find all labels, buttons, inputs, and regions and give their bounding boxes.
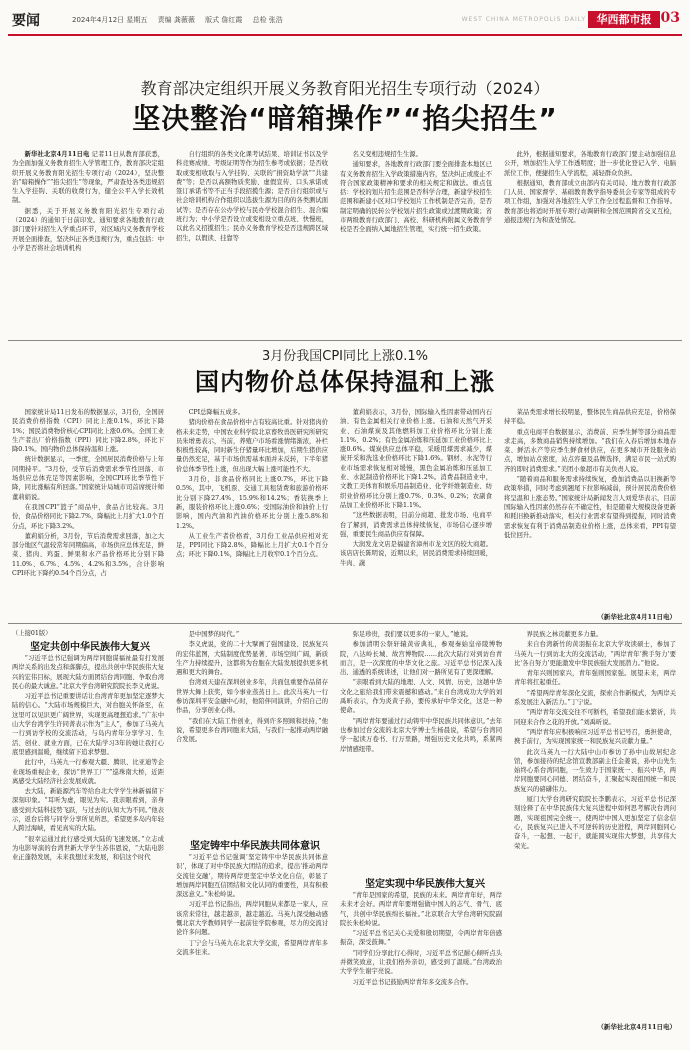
paragraph bbox=[514, 748, 676, 794]
article3-signature: （新华社北京4月11日电） bbox=[597, 1023, 676, 1031]
paragraph-text: “很幸运通过此行感受到大陆的飞速发展。”立志成为电影导演的台湾世新大学学生苏伟恩说，“大陆电影业正蓬勃发展，未来我想过来发展，和信这个时代 bbox=[12, 835, 164, 862]
paragraph-text: 丁宁会与马英九在北京大学交流，希望两岸青年多交流多往来。 bbox=[176, 939, 328, 956]
paragraph-text: 从工业生产者价格看，3月份工业品供应相对充足，PPI同比下降2.8%，降幅比上月扩大0.1个百分点；环比下降0.1%，降幅比上月收窄0.1个百分点。 bbox=[176, 532, 328, 559]
article-divider bbox=[8, 623, 682, 624]
page-header bbox=[8, 10, 682, 32]
paragraph bbox=[340, 150, 492, 159]
paragraph bbox=[340, 160, 492, 234]
article1-column-2 bbox=[176, 150, 328, 336]
paragraph bbox=[514, 795, 676, 851]
paragraph bbox=[340, 630, 502, 639]
paragraph bbox=[12, 408, 164, 454]
article3-continued: （上接01版） bbox=[12, 630, 52, 637]
paragraph bbox=[176, 475, 328, 531]
paragraph bbox=[504, 150, 676, 178]
page-number: 03 bbox=[660, 10, 680, 26]
paragraph-text: 弥足珍贵，我们要以更多的一家人，”她说。 bbox=[352, 631, 473, 638]
paragraph-text: “同学们分享此行心得时，习近平总书记耐心倾听点头并微笑致意，让我们格外亲切，感受到了温暖。”台湾政治大学学生谢宇亮说。 bbox=[340, 949, 502, 976]
paragraph-text: 根据通知，教育部成立由部内有关司局、地方教育行政部门人员、国家督学、基础教育教学指导委员会专家等组成的专项工作组，加强对各地招生入学工作全过程监督和工作指导。教育部也将适时开展专项行动调研和全国范围跨省交叉互检，通报违规行为和查处情况。 bbox=[504, 179, 676, 225]
header-rule bbox=[8, 34, 682, 36]
proofreader-credit: 总检 张浩 bbox=[252, 16, 283, 24]
article3-column-2b bbox=[176, 853, 328, 1034]
paragraph-text: “这些数据表明，目前分商超、批发市场、电商平台了解到，消费需求总体持续恢复，市场信心逐步增强，重要民生商品供应有保障。 bbox=[340, 512, 492, 538]
article3-column-3a bbox=[340, 630, 502, 872]
issue-date: 2024年4月12日 星期五 bbox=[72, 16, 148, 24]
paragraph-text: 国家统计局11日发布的数据显示，3月份，全国居民消费价格指数（CPI）同比上涨0.1%，环比下降1%；国民消费物价核心CPI同比上涨0.6%。全国工业生产者出厂价格指数（PPI）同比下降2.8%，环比下降0.1%。国内物价总体保持温和上涨。 bbox=[12, 409, 164, 454]
paragraph-text: 界民族之林贡献更多力量。 bbox=[526, 631, 603, 638]
paragraph-text: 去大陆，新能源汽车等给台北大学学生林新福留下深刻印象。“耳听为虚，眼见为实。我亲眼看到，亲身感受到大陆科技势飞跃，与过去的认知大为不同。”他表示，返台后将与同学分享所见所思，希望更多岛内年轻人跨过海峡，看见真实的大陆。 bbox=[12, 788, 164, 833]
paragraph-text: “青年是国家的希望，民族的未来。两岸青年好，两岸未来才会好。两岸青年要增强做中国人的志气、骨气、底气，共创中华民族绵长福祉。”北京联合大学台湾研究院副院长朱松岭说。 bbox=[340, 892, 502, 927]
paragraph bbox=[514, 689, 676, 708]
paragraph bbox=[340, 978, 502, 987]
article1-column-4 bbox=[504, 150, 676, 336]
paragraph-text: 记者11日从教育部获悉，为全面加强义务教育招生入学管理工作，教育部决定组织开展义务教育阳光招生专项行动（2024），坚决整治“暗箱操作”“掐尖招生”等现象，严肃查处各类违规招生入学挂钩、关联的收费行为，健全公平入学长效机制。 bbox=[12, 151, 164, 205]
paragraph-text: “亲眼看到大陆的地理、人文、风情、历史，这趟中华文化之旅给我们带来震撼和感动。”来自台湾成功大学的刘禹昕表示，作为炎黄子孙，要传承好中华文化，这是一种使命。 bbox=[340, 679, 502, 715]
paragraph-text: 来自台湾新竹的黄羽振在北京大学攻读硕士，参加了马英九一行到访北大的交流活动，“两岸青年‘携手努力’要比‘各自努力’更能激发中华民族强大发展潜力。”他说。 bbox=[514, 641, 676, 667]
article3-subhead-3: 坚定实现中华民族伟大复兴 bbox=[365, 879, 485, 890]
article3-column-2a bbox=[176, 630, 328, 834]
article3-column-1 bbox=[12, 654, 164, 1034]
paragraph bbox=[176, 900, 328, 937]
paragraph-text: “我们在大陆工作创业，得到许多照顾和扶持，”他说，希望更多台湾同胞来大陆，与我们一起推动两岸融合发展。 bbox=[176, 717, 328, 744]
article1-headline: 坚决整治“暗箱操作”“掐尖招生” bbox=[132, 102, 558, 135]
paragraph bbox=[12, 503, 164, 531]
dateline: 新华社北京4月11日电 bbox=[24, 151, 90, 158]
paper-logo: 华西都市报 bbox=[588, 11, 660, 28]
paragraph bbox=[12, 207, 164, 253]
paragraph-text: 此次马英九一行大陆中山市参访了孙中山故居纪念馆，参加接待的纪念馆宣教部副主任金姜说，孙中山先生始终心系台湾同胞，一生致力于国家统一、振兴中华，两岸同胞要同心同德、团结奋斗，汇聚起实现祖国统一和民族复兴的磅礴伟力。 bbox=[514, 748, 676, 793]
paragraph-text: 习近平总书记重要讲话让台湾青年更加坚定逐梦大陆的信心。“大陆市场规模巨大，对台胞关怀备至，在这里可以见识更广阔世界，实现更高理想追求。”广东中山大学台湾学生许同菁表示作为“主人”，参加了马英九一行到访学校的交流活动，与岛内青年分享学习、生活、创业、就业方面，已在大陆学习3年的她让我打心底里感到温暖，继续留下追求梦想。 bbox=[12, 693, 164, 756]
paragraph-text: 据悉，关于开展义务教育阳光招生专项行动（2024）的通知于日前印发。通知要求各地教育行政部门要针对招生入学重点环节，对区域内义务教育学校开展全面排查，坚决纠正各类违规行为，重点包括：中小学是否将社会培训机构 bbox=[12, 207, 164, 252]
article-divider bbox=[8, 340, 682, 341]
paragraph bbox=[514, 728, 676, 747]
paragraph bbox=[12, 455, 164, 501]
paragraph-text: 自行组织的各类文化课考试结果、培训证书以及学科竞赛成绩、考级证明等作为招生参考或依据；是否收取或变相收取与入学挂钩、关联的“捐资助学款”“共建费”等；是否以高额物质奖励、虚假宣传、口头承诺或签订承诺书等不正当手段招揽生源；是否自行组织或与社会培训机构合作组织以选拔生源为目的的各类测试面试等；是否存在公办学校与民办学校混合招生、混合编班行为；中小学是否设立或变相设立重点班、快慢班，以此名义招揽招生；民办义务教育学校是否违规跨区域招生，以假读、挂靠等 bbox=[176, 151, 328, 242]
paragraph-text: 菜品类需求增长较明显，整体民生商品供应充足，价格保持平稳。 bbox=[504, 409, 676, 426]
paragraph bbox=[12, 787, 164, 833]
paragraph-text: “习近平总书记强调‘坚定铸牢中华民族共同体意识’，体现了对中华民族大团结的追求，提出‘推动两岸交流往交融’，期待两岸更坚定中华文化自信，彰显了增加两岸同胞互信团结和文化认同的重要性，具有积极深远意义。”朱松岭说。 bbox=[176, 854, 328, 899]
editor-credit: 责编 龚薇薇 bbox=[157, 16, 195, 24]
header-meta bbox=[72, 15, 291, 25]
paragraph bbox=[12, 654, 164, 691]
paragraph-text: 通知要求，各地教育行政部门要全面排查本地区已有义务教育招生入学政策措施内容，坚决纠正或废止不符合国家政策精神和要求的相关规定和做法。重点包括：学校的划片招生范围是否科学合理，新建学校招生范围和新建小区对口学校划片工作机制是否完善，是否制定明确的民转公学校划片招生政策或过渡期政策；省市两级教育行政部门、高校、科研机构附属义务教育学校是否全面纳入属地招生管理，实行统一招生政策。 bbox=[340, 161, 492, 234]
article2-column-4 bbox=[504, 408, 676, 612]
article2-column-2 bbox=[176, 408, 328, 612]
paragraph-text: 台湾刘天建在深圳创业多年，共面包重要作品留存世界大舞上获奖，如今事业蒸蒸日上。此次马英九一行参访深圳平安金融中心时，他陪伴同演讲，介绍自己的作品，分享创业心得。 bbox=[176, 679, 328, 715]
paragraph-text: 在我国CPI“篮子”商品中，食品占比较高。3月份，食品价格同比下降2.7%，降幅比上月扩大1.0个百分点，环比下降3.2%。 bbox=[12, 503, 164, 530]
article2-column-3 bbox=[340, 408, 492, 612]
paragraph-text: 大润发龙文店是福建省漳州市龙文区的较大商超。该店店长陈明说，近期以来，居民消费需求持续回暖，牛肉、蔬 bbox=[340, 541, 492, 567]
paragraph bbox=[340, 949, 502, 977]
paragraph bbox=[176, 717, 328, 745]
article2-kicker: 3月份我国CPI同比上涨0.1% bbox=[261, 349, 429, 364]
article3-column-3b bbox=[340, 891, 502, 1034]
paragraph bbox=[504, 475, 676, 540]
paragraph-text: 习近平总书记鼓励两岸青年多交流多合作。 bbox=[352, 978, 473, 986]
article1-kicker: 教育部决定组织开展义务教育阳光招生专项行动（2024） bbox=[140, 79, 550, 98]
paragraph-text: 李义虎说，党的二十大擘画了强国建设、民族复兴的宏伟蓝图，大陆制度优势显著、市场空间广阔，新质生产力持续提升，这都将为台胞在大陆发展提供更多机遇和更大的舞台。 bbox=[176, 641, 328, 677]
paragraph bbox=[340, 540, 492, 568]
article2-column-1 bbox=[12, 408, 164, 612]
paragraph bbox=[176, 418, 328, 474]
section-label: 要闻 bbox=[12, 13, 40, 29]
article1-column-1 bbox=[12, 150, 164, 336]
paragraph bbox=[176, 630, 328, 639]
article3-subhead-2: 坚定铸牢中华民族共同体意识 bbox=[190, 841, 320, 852]
paragraph-text: “两岸青年要通过行动铸牢中华民族共同体意识。”去年也参加过台交流的北京大学博士生杨晨说，希望与台湾同学一起读万卷书、行万里路，增强历史文化共鸣，系紧两岸情感纽带。 bbox=[340, 717, 502, 753]
paragraph bbox=[340, 891, 502, 928]
paragraph bbox=[514, 630, 676, 639]
paragraph-text: CPI总降幅五成多。 bbox=[188, 409, 245, 416]
paragraph-text: 董莉娟分析，3月份，节后消费需求回落，加之大部分地区气温较常年同期偏高，市场供应总体充足，鲜菜、猪肉、鸡蛋、鲜果和水产品价格环比分别下降11.0%、6.7%、4.5%、4.2%和3.5%，合计影响CPI环比下降约0.54个百分点，占 bbox=[12, 532, 164, 578]
paragraph-text: “习近平总书记关心关爱和殷切期望，令两岸青年倍感振奋，深受鼓舞。” bbox=[340, 930, 502, 947]
paragraph bbox=[504, 408, 676, 427]
paragraph bbox=[12, 692, 164, 757]
article3-subhead-1: 坚定共创中华民族伟大复兴 bbox=[30, 642, 150, 653]
paragraph bbox=[12, 150, 164, 206]
paragraph bbox=[12, 758, 164, 786]
paragraph bbox=[12, 532, 164, 578]
paragraph bbox=[176, 408, 328, 417]
article1-column-3 bbox=[340, 150, 492, 336]
paragraph-text: “两岸青年交流交往不可断档，希望我们能永繁祈，共同迎来合作之花的开放。”刘禹昕说。 bbox=[514, 709, 676, 726]
paragraph bbox=[340, 408, 492, 510]
paragraph bbox=[340, 678, 502, 715]
paragraph bbox=[176, 532, 328, 560]
paragraph bbox=[340, 929, 502, 948]
paragraph bbox=[176, 678, 328, 715]
paragraph-text: “希望两岸青年深化交流，探索合作新模式，为两岸关系发展注入新活力。”丁宁说。 bbox=[514, 689, 676, 707]
paragraph-text: 此外，根据通知要求，各地教育行政部门要主动加强信息公开，增加招生入学工作透明度；进一步优化登记入学、电脑派位工作，便捷招生入学流程，减轻群众负担。 bbox=[504, 151, 676, 177]
paragraph-text: “两岸青年应积极响应习近平总书记号召，勇担使命，携手前行，为实现国家统一和民族复兴贡献力量。” bbox=[514, 728, 676, 746]
article3-column-4 bbox=[514, 630, 676, 1020]
paragraph bbox=[514, 669, 676, 688]
article2-headline: 国内物价总体保持温和上涨 bbox=[195, 368, 495, 396]
designer-credit: 版式 詹红霞 bbox=[205, 16, 243, 24]
paragraph-text: 3月份，非食品价格同比上涨0.7%，环比下降0.5%，其中，飞机票、交通工具租赁费和旅游价格环比分别下降27.4%、15.9%和14.2%；香装换季上新，服装价格环比上涨0.6%；受国际油价和油价上行影响，国内汽油和汽油价格环比分别上涨5.8%和1.2%。 bbox=[176, 476, 328, 530]
paragraph bbox=[514, 708, 676, 727]
paragraph bbox=[176, 150, 328, 243]
paragraph bbox=[504, 179, 676, 225]
paragraph-text: “习近平总书记强调为两岸同胞谋福祉最有打发展两岸关系的出发点和落脚点，提出共创中华民族伟大复兴的宏伟目标，展现大陆方面团结台湾同胞、争取台湾民心的最大诚意。”北京大学台湾研究院院长李义虎说。 bbox=[12, 655, 164, 690]
paragraph bbox=[340, 640, 502, 677]
paragraph-text: 此行中，马英九一行参观大疆、腾讯、比亚迪等企业现场重视企业，探访“世界工厂””巡珠南大桥，近距离感受大陆经济社会发展成就。 bbox=[12, 759, 164, 785]
paragraph-text: 名义变相违规招生生源。 bbox=[352, 151, 422, 158]
paragraph-text: 青年兴则国家兴，青年强则国家强。展望未来，两岸青年将扛起重任。 bbox=[514, 670, 676, 687]
paragraph-text: “随着商品和服务需求持续恢复，叠加消费品以旧换新等政策举措，同时考虑到翘尾下拉影响减弱，预计居民消费价格将呈温和上涨态势。”国家统计局新闻发言人刘爱华表示，目前国际输入性因素仍然存在不确定性，但是随着大规模设备更新和耗旧换新推动落实，相关行业需求有望得到提振，同时消费需求恢复有利于消费品制造业价格上涨，总体来看，PPI有望低位回升。 bbox=[504, 476, 676, 539]
paragraph bbox=[340, 717, 502, 754]
paper-english-name: WEST CHINA METROPOLIS DAILY bbox=[461, 16, 586, 23]
paragraph-text: 是中国梦的时代。” bbox=[188, 631, 240, 638]
paragraph bbox=[514, 640, 676, 668]
paragraph bbox=[340, 511, 492, 539]
paragraph bbox=[504, 428, 676, 474]
paragraph bbox=[176, 640, 328, 677]
paragraph-text: 参加清明公祭轩辕黄帝典礼，参观秦始皇帝陵博物院，八达岭长城、故宫博物院……此次大陆行对到访台青而言，是一次深度的中华文化之旅。习近平总书记深入浅出、通透的系统讲述，让他们对一路所见有了更深理解。 bbox=[340, 641, 502, 677]
paragraph bbox=[176, 939, 328, 958]
paragraph-text: 习近平总书记指出，两岸同胞从来都是一家人，应该常来常往，越走越亲，越走越近。马英九深受触动感慨北京大学教师同学一起前往学院参观，尽力的交流讨论许多问题。 bbox=[176, 901, 328, 937]
paragraph-text: 董莉娟表示，3月份，国际输入性因素带动国内石油、有色金属相关行业价格上涨。石油和天然气开采业、石油煤炭及其他燃料加工业价格环比分别上涨1.1%、0.2%；有色金属冶炼和压延加工业价格环比上涨0.6%。煤炭供应总体平稳，采暖用煤需求减少，煤炭开采和洗选业价格环比下降1.6%。钢材、水泥等行业市场需求恢复相对缓慢，黑色金属冶炼和压延加工业、水泥制造价格环比下降1.2%。消费品制造业中，文教工美体育和娱乐用品制造业、化学纤维制造业、纺织业价格环比分别上涨0.7%、0.3%、0.2%；农副食品加工业价格环比下降1.1%。 bbox=[340, 409, 492, 509]
paragraph-text: 重点电商平台数据显示，消费前、应季生鲜等部分商品需求走高，多数商品销售持续增加。“我们在入春后增加本地春菜、鲜活水产等应季生鲜食材供应，在更多城市开设服务站点，增加站点密度，站点容量及品牌选择，满足市民一站式购齐的即时消费需求。”美团小象超市有关负责人说。 bbox=[504, 428, 676, 473]
paragraph bbox=[12, 835, 164, 863]
paragraph-text: 统计数据显示，一季度，全国居民消费价格与上年同期持平。“3月份，受节后消费需求季节性回落、市场供应总体充足等因素影响，全国CPI环比季节性下降，同比涨幅有所回落。”国家统计局城市司首席统计师董莉娟说。 bbox=[12, 456, 164, 501]
article2-signature: （新华社北京4月11日电） bbox=[597, 613, 676, 621]
paragraph-text: 猪肉价格在食品价格中占有较高比重。针对猪肉价格未来走势，中国农业科学院北京畜牧兽医研究所研究员朱增勇表示，当前，养殖户市场看涨情绪渐浓，补栏积极性较高，同时新生仔猪量环比增加，后期生猪供应量仍然充足，基于市场供需基本面并未反转，下半年猪价总体季节性上涨，但出现大幅上涨可能性不大。 bbox=[176, 419, 328, 473]
paragraph bbox=[176, 853, 328, 899]
paragraph-text: 厦门大学台湾研究院院长李鹏表示，习近平总书记深刻诠释了在中华民族伟大复兴进程中如何思考解决台湾问题，实现祖国完全统一，使两岸中国人更加坚定了信念信心，民族复兴已进入不可逆转的历史进程，两岸同胞同心奋斗，一起想、一起干，就能圆实现伟大梦想，共享伟大荣光。 bbox=[514, 796, 676, 850]
